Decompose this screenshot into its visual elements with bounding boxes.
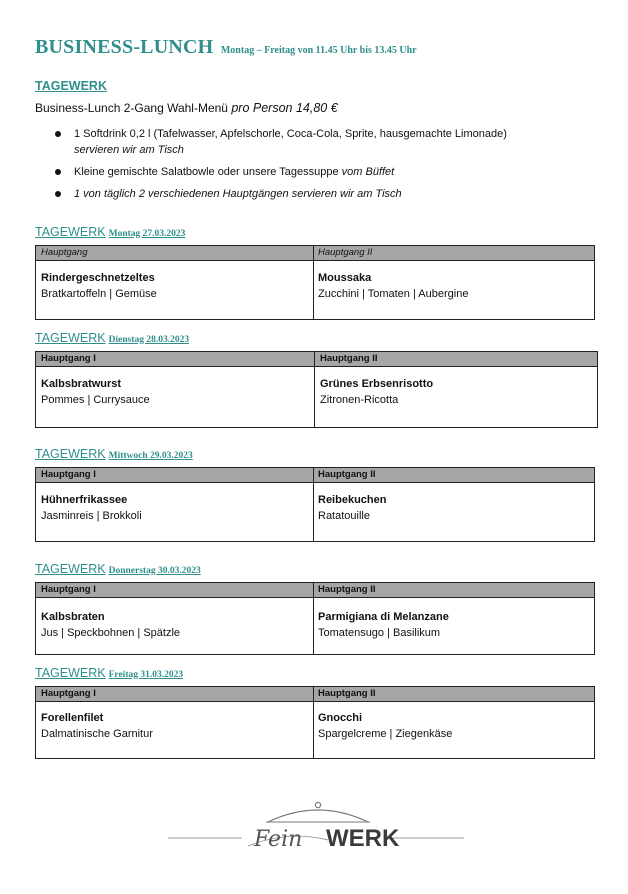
logo-script-text: Fein [254,827,303,852]
offer-bullet-list [55,126,595,208]
dish-sides: Jasminreis | Brokkoli [41,510,142,522]
table-cell [320,376,433,408]
dish-name: Rindergeschnetzeltes [41,272,155,284]
table-cell [41,609,180,641]
day-heading-wednesday: TAGEWERK Mittwoch 29.03.2023 [35,447,193,461]
bullet-text: (Tafelwasser, Apfelschorle, Coca-Cola, Sprite, hausgemachte Limonade) [150,128,507,140]
dish-name: Kalbsbraten [41,611,105,623]
dish-name: Parmigiana di Melanzane [318,611,449,623]
bullet-italic: 1 von täglich 2 verschiedenen Hauptgängen servieren wir am Tisch [74,188,402,200]
list-item [55,164,595,180]
table-cell [41,710,153,742]
logo-bold-text: WERK [326,825,400,852]
cloche-icon [168,800,464,852]
day-heading-monday: TAGEWERK Montag 27.03.2023 [35,225,186,239]
table-cell [318,609,449,641]
dish-name: Moussaka [318,272,372,284]
dish-name: Grünes Erbsenrisotto [320,378,434,390]
intro-heading: TAGEWERK [35,79,107,93]
table-header [36,352,597,367]
table-header [36,468,594,483]
table-header [36,246,594,261]
menu-table-friday [35,686,595,759]
title-text: BUSINESS-LUNCH [35,36,214,58]
table-cell [318,270,468,302]
column-header-1: Hauptgang I [41,353,96,364]
bullet-italic: servieren wir am Tisch [74,144,184,156]
bullet-bold: Kleine gemischte Salatbowle oder unsere Tagessuppe [74,166,339,178]
dish-sides: Ratatouille [318,510,370,522]
column-divider [313,468,314,541]
dish-sides: Tomatensugo | Basilikum [318,627,441,639]
bullet-bold: 1 Softdrink 0,2 l [74,128,151,140]
dish-sides: Bratkartoffeln | Gemüse [41,288,157,300]
column-header-1: Hauptgang I [41,688,96,699]
dish-sides: Pommes | Currysauce [41,394,150,406]
column-divider [313,687,314,758]
bullet-italic: vom Büffet [341,166,395,178]
list-item [55,126,595,158]
day-heading-tuesday: TAGEWERK Dienstag 28.03.2023 [35,331,190,345]
offer-price: pro Person 14,80 € [231,101,338,115]
table-header [36,583,594,598]
menu-table-thursday [35,582,595,655]
column-header-1: Hauptgang I [41,469,96,480]
dish-name: Gnocchi [318,712,363,724]
column-divider [313,583,314,654]
table-cell [318,710,452,742]
column-divider [313,246,314,319]
column-header-1: Hauptgang [41,247,88,258]
table-cell [318,492,386,524]
menu-table-monday [35,245,595,320]
menu-table-tuesday [35,351,598,428]
column-header-2: Hauptgang II [318,247,373,258]
menu-table-wednesday [35,467,595,542]
dish-sides: Jus | Speckbohnen | Spätzle [41,627,181,639]
dish-sides: Zitronen-Ricotta [320,394,399,406]
column-header-2: Hauptgang II [318,688,376,699]
column-header-1: Hauptgang I [41,584,96,595]
column-header-2: Hauptgang II [320,353,378,364]
table-cell [41,270,157,302]
opening-hours: Montag – Freitag von 11.45 Uhr bis 13.45 Uhr [220,45,417,56]
dish-sides: Dalmatinische Garnitur [41,728,153,740]
bullet-icon [55,131,61,137]
page-title [35,36,417,59]
bullet-icon [55,169,61,175]
day-heading-thursday: TAGEWERK Donnerstag 30.03.2023 [35,562,201,576]
feinwerk-logo [168,800,464,852]
dish-name: Forellenfilet [41,712,104,724]
day-heading-friday: TAGEWERK Freitag 31.03.2023 [35,666,184,680]
dish-sides: Zucchini | Tomaten | Aubergine [318,288,469,300]
column-header-2: Hauptgang II [318,469,376,480]
table-cell [41,492,142,524]
table-cell [41,376,150,408]
dish-name: Kalbsbratwurst [41,378,122,390]
offer-line [35,101,338,115]
table-header [36,687,594,702]
dish-name: Reibekuchen [318,494,387,506]
dish-name: Hühnerfrikassee [41,494,128,506]
column-divider [314,352,315,427]
column-header-2: Hauptgang II [318,584,376,595]
bullet-icon [55,191,61,197]
offer-text: Business-Lunch 2-Gang Wahl-Menü [35,101,228,115]
dish-sides: Spargelcreme | Ziegenkäse [318,728,453,740]
list-item [55,186,595,202]
